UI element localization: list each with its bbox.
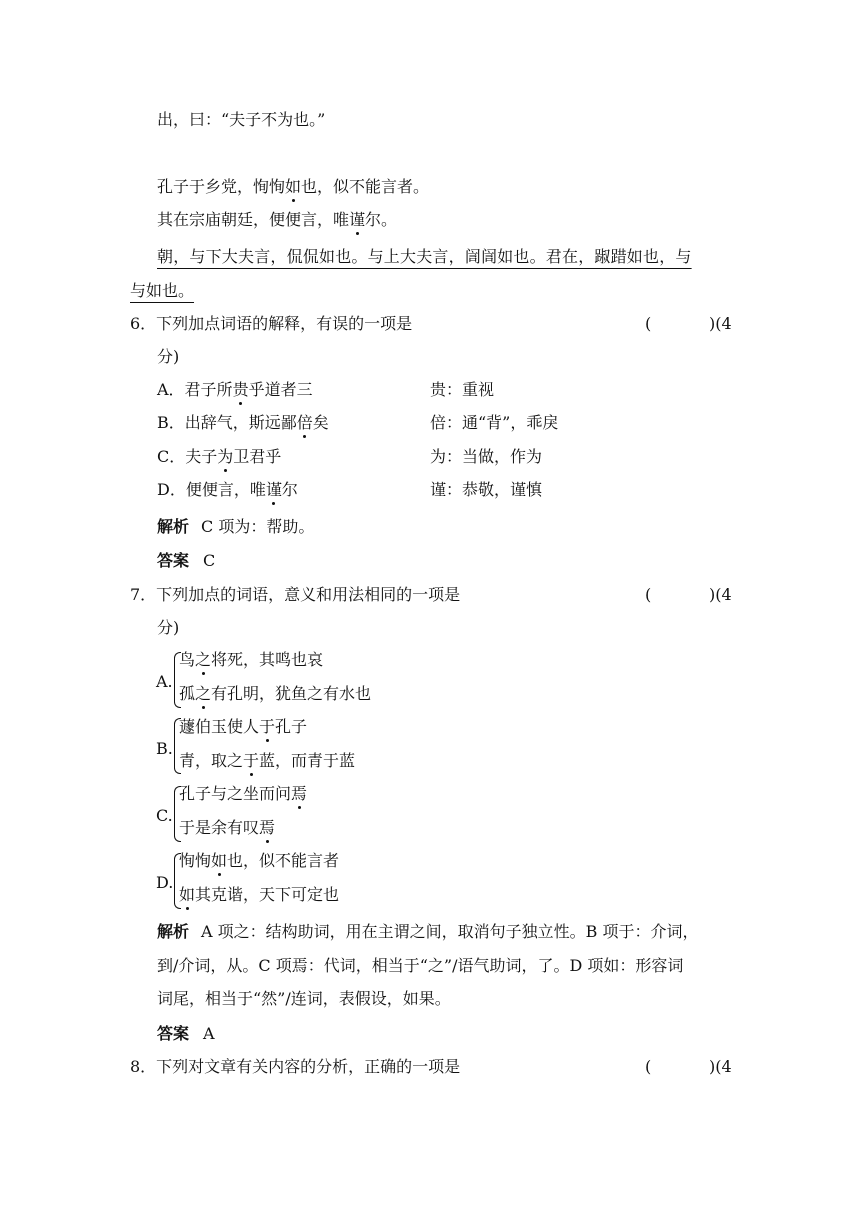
q7-analysis-line-3: 词尾，相当于“然”/连词，表假设，如果。: [157, 989, 451, 1008]
passage-underlined-line-2: 与如也。: [130, 281, 195, 300]
option-text: 尔: [281, 480, 298, 499]
q6-stem: 6．下列加点词语的解释，有误的一项是: [130, 314, 413, 333]
analysis-text: A 项之：结构助词，用在主谓之间，取消句子独立性。B 项于：介词，: [201, 922, 699, 941]
q6-option-a-explain: 贵：重视: [430, 380, 495, 399]
option-text: 鸟: [179, 650, 196, 669]
dotted-char: 之: [195, 650, 212, 669]
dotted-char: 于: [259, 717, 276, 736]
option-text: B．出辞气，斯远鄙: [157, 413, 297, 432]
dotted-char: 焉: [259, 818, 276, 837]
option-text: 其克谐，天下可定也: [195, 885, 340, 904]
option-text: 孤: [179, 684, 196, 703]
dotted-char: 贵: [232, 380, 249, 399]
option-text: 孔子: [275, 717, 308, 736]
q7-option-a-line-2: [179, 684, 371, 704]
option-text: 蓝，而青于蓝: [259, 751, 356, 770]
q7-option-d-line-1: [179, 851, 339, 871]
q6-option-a: [157, 380, 313, 400]
q7-analysis-line-1: [157, 922, 699, 942]
q7-option-b-label: B.: [156, 739, 173, 758]
dotted-char: 如: [179, 885, 196, 904]
option-text: 将死，其鸣也哀: [211, 650, 324, 669]
q7-option-c-line-2: [179, 818, 275, 838]
dotted-char: 谨: [349, 210, 366, 229]
option-text: 青，取之: [179, 751, 244, 770]
passage-text: 其在宗庙朝廷，便便言，唯: [157, 210, 350, 229]
option-text: D．便便言，唯: [157, 480, 266, 499]
answer-label: 答案: [157, 551, 190, 570]
option-text: 卫君乎: [233, 447, 282, 466]
q6-answer: [157, 551, 215, 571]
passage-text: 尔。: [365, 210, 398, 229]
q7-option-b-line-1: [179, 717, 307, 737]
q8-paren-open: (: [645, 1057, 652, 1076]
q7-option-a-label: A.: [156, 672, 173, 691]
answer-text: C: [203, 551, 216, 570]
q8-paren-close: )(4: [709, 1057, 732, 1076]
passage-text: 孔子于乡党，恂恂: [157, 177, 286, 196]
answer-text: A: [203, 1024, 215, 1043]
q6-option-b-explain: 倍：通“背”，乖戾: [430, 413, 559, 432]
option-text: 也，似不能言者: [227, 851, 340, 870]
passage-underlined-line-1: 朝，与下大夫言，侃侃如也。与上大夫言，訚訚如也。君在，踧踖如也，与: [157, 247, 692, 266]
passage-text: 也，似不能言者。: [301, 177, 430, 196]
q7-option-b-line-2: [179, 751, 355, 771]
q8-stem: 8．下列对文章有关内容的分析，正确的一项是: [130, 1057, 461, 1076]
option-text: 蘧伯玉使人: [179, 717, 260, 736]
q7-answer: [157, 1024, 215, 1044]
analysis-text: C 项为：帮助。: [201, 517, 315, 536]
passage-line-3: [157, 210, 397, 230]
q7-option-a-line-1: [179, 650, 323, 670]
q6-paren-open: (: [645, 314, 652, 333]
option-text: 乎道者三: [248, 380, 313, 399]
q7-score-tail: 分): [157, 618, 180, 637]
q7-option-d-label: D.: [156, 873, 174, 892]
q6-paren-close: )(4: [709, 314, 732, 333]
dotted-char: 于: [243, 751, 260, 770]
analysis-label: 解析: [157, 517, 190, 536]
option-text: A．君子所: [157, 380, 233, 399]
q6-option-b: [157, 413, 329, 433]
option-text: 矣: [312, 413, 329, 432]
dotted-char: 谨: [265, 480, 282, 499]
option-text: 孔子与之坐而问: [179, 784, 292, 803]
q6-score-tail: 分): [157, 347, 180, 366]
dotted-char: 如: [211, 851, 228, 870]
q6-analysis: [157, 517, 314, 537]
option-text: 有孔明，犹鱼之有水也: [211, 684, 372, 703]
q7-paren-close: )(4: [709, 585, 732, 604]
q7-option-d-line-2: [179, 885, 339, 905]
option-text: 于是余有叹: [179, 818, 260, 837]
dotted-char: 倍: [296, 413, 313, 432]
passage-line-1: 出，曰：“夫子不为也。”: [157, 110, 326, 129]
q6-option-c-explain: 为：当做，作为: [430, 447, 543, 466]
answer-label: 答案: [157, 1024, 190, 1043]
q7-option-c-line-1: [179, 784, 307, 804]
q6-option-c: [157, 447, 281, 467]
q7-stem: 7．下列加点的词语，意义和用法相同的一项是: [130, 585, 461, 604]
dotted-char: 焉: [291, 784, 308, 803]
dotted-char: 之: [195, 684, 212, 703]
option-text: C．夫子: [157, 447, 218, 466]
analysis-label: 解析: [157, 922, 190, 941]
passage-line-2: [157, 177, 429, 197]
q7-analysis-line-2: 到/介词，从。C 项焉：代词，相当于“之”/语气助词，了。D 项如：形容词: [157, 956, 684, 975]
q6-option-d: [157, 480, 298, 500]
dotted-char: 如: [285, 177, 302, 196]
dotted-char: 为: [217, 447, 234, 466]
q7-option-c-label: C.: [156, 806, 173, 825]
q7-paren-open: (: [645, 585, 652, 604]
option-text: 恂恂: [179, 851, 212, 870]
q6-option-d-explain: 谨：恭敬，谨慎: [430, 480, 543, 499]
